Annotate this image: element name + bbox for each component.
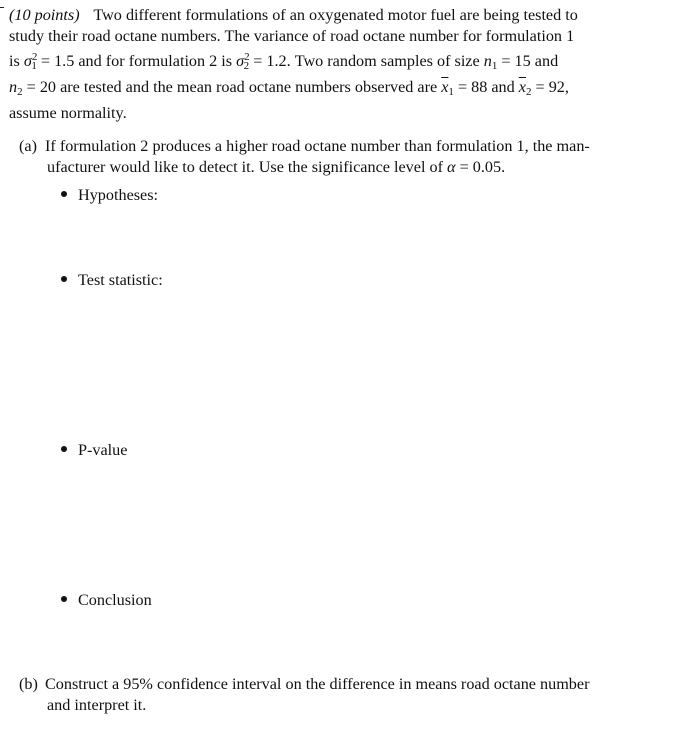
problem-line-4 (9, 77, 651, 103)
bullet-p-value (61, 440, 127, 461)
part-a-label: (a) (19, 137, 37, 155)
x2-bar-symbol: $\overline{x}_2$ (518, 78, 532, 98)
bullet-hypotheses (61, 185, 158, 206)
conclusion-label: Conclusion (78, 591, 152, 609)
problem-statement (9, 5, 651, 124)
alpha-value: = 0.05. (459, 158, 506, 176)
n1-value: = 15 (501, 52, 531, 70)
n1-symbol: $n_1$ (483, 52, 498, 72)
problem-text-3b: and for formulation 2 is (78, 52, 233, 70)
part-b-line-1: Construct a 95% confidence interval on the difference in means road octane number (45, 675, 590, 693)
x1-bar-symbol: $\overline{x}_1$ (441, 78, 454, 98)
part-a-text-2: ufacturer would like to detect it. Use the significance level of (47, 158, 443, 176)
problem-line-1 (9, 5, 651, 26)
part-a-line-2 (19, 157, 651, 178)
part-a-line-1: If formulation 2 produces a higher road octane number than formulation 1, the man- (45, 137, 590, 155)
part-b (19, 674, 651, 716)
sigma2-value: = 1.2. (253, 52, 291, 70)
bullet-dot-icon (61, 276, 67, 282)
test-statistic-label: Test statistic: (78, 271, 163, 289)
bullet-conclusion (61, 590, 152, 611)
sigma1-symbol: $\sigma^2_1$ (23, 51, 38, 72)
x1-value: = 88 (457, 78, 488, 96)
p-value-label: P-value (78, 441, 128, 459)
problem-line-5: assume normality. (9, 104, 127, 122)
x2-value: = 92, (535, 78, 569, 96)
leading-dash (0, 7, 4, 8)
points-label: (10 points) (9, 6, 80, 24)
bullet-dot-icon (61, 446, 67, 452)
sigma1-value: = 1.5 (40, 52, 75, 70)
bullet-dot-icon (61, 191, 67, 197)
part-b-label: (b) (19, 675, 38, 693)
n2-symbol: $n_2$ (9, 78, 23, 98)
part-b-line-2: and interpret it. (47, 696, 147, 714)
sigma2-symbol: $\sigma^2_2$ (236, 51, 250, 72)
problem-text-4b: and (491, 78, 515, 96)
problem-text-1: Two different formulations of an oxygenated motor fuel are being tested to (93, 6, 578, 24)
bullet-dot-icon (61, 596, 67, 602)
bullet-test-statistic (61, 270, 163, 291)
problem-text-3d: and (534, 52, 559, 70)
alpha-symbol: α (447, 158, 456, 176)
problem-line-2: study their road octane numbers. The variance of road octane number for formulation 1 (9, 27, 575, 45)
problem-line-3 (9, 47, 651, 77)
problem-text-4a: are tested and the mean road octane numbers observed are (60, 78, 438, 96)
hypotheses-label: Hypotheses: (78, 186, 159, 204)
problem-text-3c: Two random samples of size (294, 52, 480, 70)
problem-text-3a: is (9, 52, 20, 70)
part-a (19, 136, 651, 178)
n2-value: = 20 (26, 78, 57, 96)
